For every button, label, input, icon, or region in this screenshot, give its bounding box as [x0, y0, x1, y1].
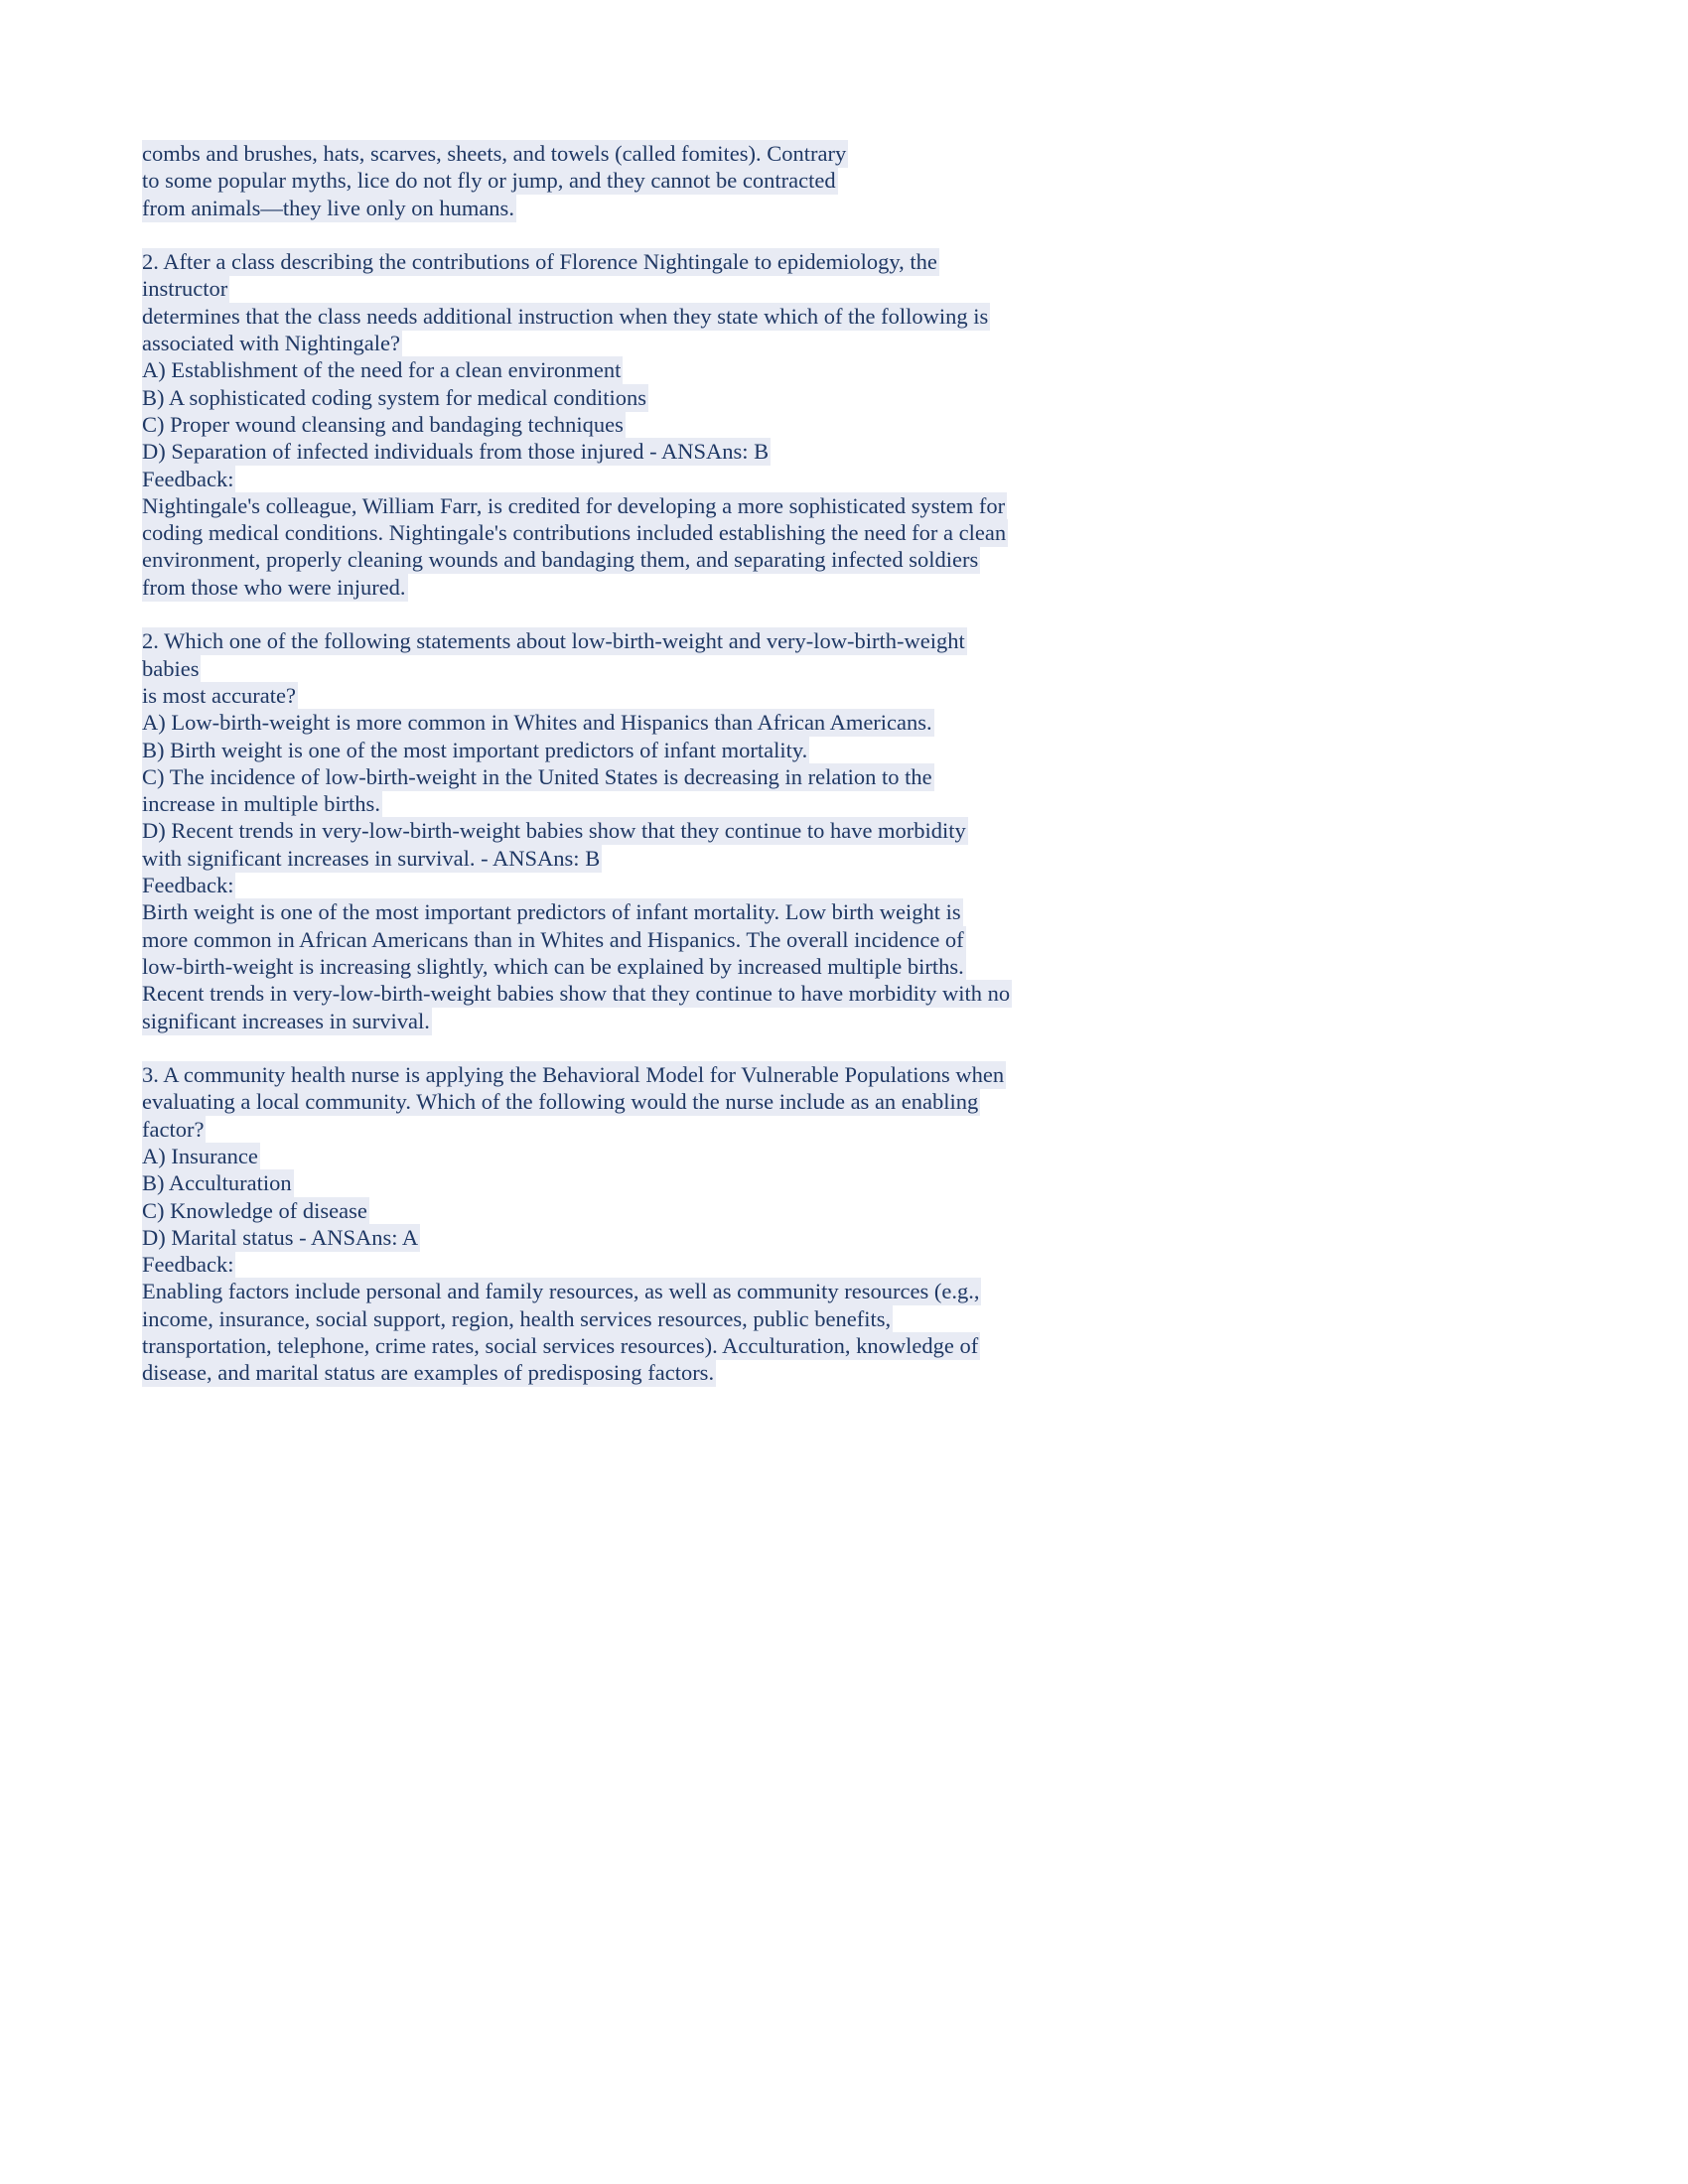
text-line-highlight: evaluating a local community. Which of the following would the nurse include as an enabling — [142, 1089, 979, 1115]
text-line-highlight: instructor — [142, 276, 228, 302]
text-line — [142, 655, 1453, 682]
text-line-highlight: determines that the class needs additional instruction when they state which of the following is — [142, 303, 989, 329]
text-line-highlight: C) Knowledge of disease — [142, 1197, 367, 1223]
text-line — [142, 1061, 1453, 1088]
text-line — [142, 574, 1453, 601]
text-line-highlight: transportation, telephone, crime rates, social services resources). Acculturation, knowledge of — [142, 1333, 979, 1359]
text-line — [142, 466, 1453, 492]
text-line — [142, 492, 1453, 519]
text-line — [142, 790, 1453, 817]
document-content — [142, 140, 1453, 1414]
text-line-highlight: D) Recent trends in very-low-birth-weight babies show that they continue to have morbidity — [142, 818, 966, 844]
text-line-highlight: with significant increases in survival. - ANSAns: B — [142, 845, 601, 871]
text-line — [142, 980, 1453, 1007]
text-line-highlight: low-birth-weight is increasing slightly, which can be explained by increased multiple births. — [142, 953, 964, 979]
text-line-highlight: C) Proper wound cleansing and bandaging techniques — [142, 411, 624, 437]
text-line — [142, 356, 1453, 383]
question-3-enabling-factor — [142, 1061, 1453, 1387]
text-line-highlight: C) The incidence of low-birth-weight in the United States is decreasing in relation to the — [142, 763, 932, 789]
text-line-highlight: coding medical conditions. Nightingale's contributions included establishing the need for a clean — [142, 520, 1007, 546]
text-line-highlight: factor? — [142, 1116, 205, 1142]
text-line — [142, 709, 1453, 736]
text-line — [142, 1224, 1453, 1251]
text-line-highlight: A) Low-birth-weight is more common in Whites and Hispanics than African Americans. — [142, 710, 932, 736]
text-line — [142, 275, 1453, 302]
text-line — [142, 898, 1453, 925]
text-line-highlight: from animals—they live only on humans. — [142, 195, 514, 220]
text-line-highlight: more common in African Americans than in Whites and Hispanics. The overall incidence of — [142, 926, 964, 952]
text-line — [142, 384, 1453, 411]
text-line — [142, 1332, 1453, 1359]
text-line — [142, 737, 1453, 763]
text-line — [142, 872, 1453, 898]
text-line — [142, 303, 1453, 330]
text-line-highlight: is most accurate? — [142, 682, 296, 708]
text-line — [142, 1305, 1453, 1332]
text-line — [142, 1278, 1453, 1304]
text-line-highlight: increase in multiple births. — [142, 791, 380, 817]
text-line-highlight: disease, and marital status are examples of predisposing factors. — [142, 1360, 715, 1386]
text-line — [142, 953, 1453, 980]
text-line-highlight: 2. Which one of the following statements about low-birth-weight and very-low-birth-weight — [142, 628, 965, 654]
text-line — [142, 1359, 1453, 1386]
text-line — [142, 1169, 1453, 1196]
question-2-nightingale — [142, 248, 1453, 601]
text-line-highlight: A) Insurance — [142, 1143, 258, 1168]
text-line-highlight: Feedback: — [142, 1252, 234, 1278]
text-line — [142, 817, 1453, 844]
text-line-highlight: Feedback: — [142, 466, 234, 491]
text-line — [142, 438, 1453, 465]
text-line-highlight: A) Establishment of the need for a clean environment — [142, 357, 622, 383]
text-line — [142, 519, 1453, 546]
text-line — [142, 926, 1453, 953]
text-line — [142, 1143, 1453, 1169]
question-2-birth-weight — [142, 627, 1453, 1033]
text-line — [142, 1088, 1453, 1115]
text-line-highlight: B) Acculturation — [142, 1170, 292, 1196]
text-line-highlight: Feedback: — [142, 873, 234, 898]
text-line — [142, 248, 1453, 275]
text-line-highlight: B) A sophisticated coding system for medical conditions — [142, 384, 647, 410]
text-line — [142, 140, 1453, 167]
text-line — [142, 167, 1453, 194]
text-line-highlight: from those who were injured. — [142, 574, 406, 600]
text-line-highlight: combs and brushes, hats, scarves, sheets, and towels (called fomites). Contrary — [142, 141, 847, 166]
text-line — [142, 411, 1453, 438]
text-line — [142, 330, 1453, 356]
text-line — [142, 195, 1453, 221]
text-line — [142, 1251, 1453, 1278]
text-line-highlight: B) Birth weight is one of the most important predictors of infant mortality. — [142, 737, 808, 762]
text-line-highlight: Recent trends in very-low-birth-weight babies show that they continue to have morbidity with no — [142, 981, 1011, 1007]
text-line-highlight: Enabling factors include personal and family resources, as well as community resources (e.g., — [142, 1279, 980, 1304]
text-line-highlight: environment, properly cleaning wounds and bandaging them, and separating infected soldiers — [142, 547, 979, 573]
text-line-highlight: 2. After a class describing the contributions of Florence Nightingale to epidemiology, the — [142, 249, 937, 275]
text-line-highlight: to some popular myths, lice do not fly or jump, and they cannot be contracted — [142, 168, 836, 194]
text-line — [142, 1197, 1453, 1224]
text-line — [142, 763, 1453, 790]
text-line-highlight: babies — [142, 655, 200, 681]
text-line — [142, 1116, 1453, 1143]
text-line-highlight: income, insurance, social support, region, health services resources, public benefits, — [142, 1305, 892, 1331]
paragraph-lice-fomites — [142, 140, 1453, 221]
text-line-highlight: associated with Nightingale? — [142, 331, 400, 356]
text-line-highlight: Nightingale's colleague, William Farr, is credited for developing a more sophisticated system for — [142, 492, 1006, 518]
text-line-highlight: D) Separation of infected individuals from those injured - ANSAns: B — [142, 439, 770, 465]
text-line-highlight: D) Marital status - ANSAns: A — [142, 1224, 419, 1250]
text-line — [142, 546, 1453, 573]
text-line — [142, 627, 1453, 654]
text-line — [142, 1008, 1453, 1034]
text-line — [142, 682, 1453, 709]
text-line-highlight: 3. A community health nurse is applying the Behavioral Model for Vulnerable Populations when — [142, 1062, 1005, 1088]
text-line-highlight: significant increases in survival. — [142, 1008, 430, 1033]
text-line — [142, 845, 1453, 872]
text-line-highlight: Birth weight is one of the most important predictors of infant mortality. Low birth weight is — [142, 899, 961, 925]
